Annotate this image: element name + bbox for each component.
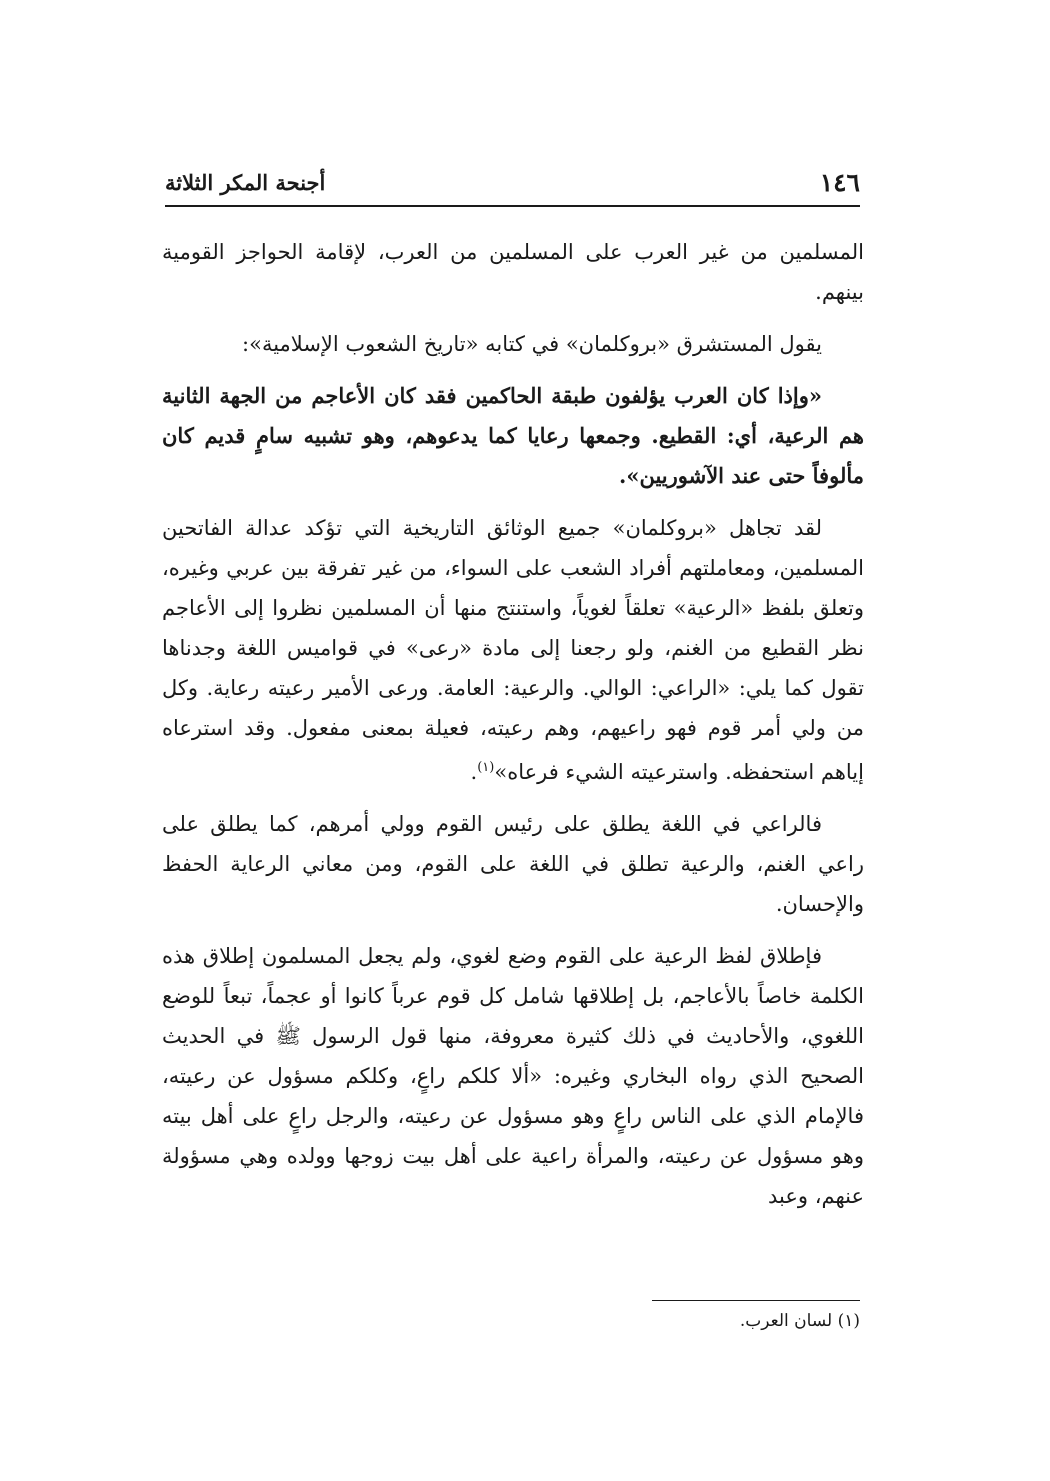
footnote: (١) لسان العرب. — [739, 1311, 860, 1331]
footnote-rule — [652, 1300, 860, 1301]
page-number: ١٤٦ — [819, 168, 860, 197]
paragraph-refutation-end: . — [470, 760, 478, 784]
paragraph-raai-meaning: فالراعي في اللغة يطلق على رئيس القوم وولي أمرهم، كما يطلق على راعي الغنم، والرعية تطلق في اللغة على القوم، ومن معاني الرعاية الحفظ والإحسان. — [162, 812, 864, 916]
paragraph-brockelmann-quote-intro: يقول المستشرق «بروكلمان» في كتابه «تاريخ الشعوب الإسلامية»: — [242, 332, 822, 356]
paragraph-brockelmann-quote: «وإذا كان العرب يؤلفون طبقة الحاكمين فقد كان الأعاجم من الجهة الثانية هم الرعية، أي: القطيع. وجمعها رعايا كما يدعوهم، وهو تشبيه سامٍ قديم كان مألوفاً حتى عند الآشوريين». — [162, 383, 864, 488]
running-title: أجنحة المكر الثلاثة — [165, 170, 326, 195]
footnote-marker: (١) — [477, 760, 495, 775]
header-rule — [165, 205, 860, 207]
paragraph-refutation-text: لقد تجاهل «بروكلمان» جميع الوثائق التاريخية التي تؤكد عدالة الفاتحين المسلمين، ومعاملتهم أفراد الشعب على السواء، من غير تفرقة بين عربي وغيره، وتعلق بلفظ «الرعية» تعلقاً لغوياً، واستنتج منها أن المسلمين نظروا إلى الأعاجم نظر القطيع من الغنم، ولو رجعنا إلى مادة «رعى» في قواميس اللغة وجدناها تقول كما يلي: «الراعي: الوالي. والرعية: العامة. ورعى الأمير رعيته رعاية. وكل من ولي أمر قوم فهو راعيهم، وهم رعيته، فعيلة بمعنى مفعول. وقد استرعاه إياهم استحفظه. واسترعيته الشيء فرعاه» — [162, 516, 864, 784]
page-header — [165, 168, 860, 204]
body-text — [162, 232, 864, 1228]
paragraph-intro: المسلمين من غير العرب على المسلمين من العرب، لإقامة الحواجز القومية بينهم. — [162, 240, 864, 304]
paragraph-refutation — [162, 508, 864, 792]
paragraph-raiyya-usage: فإطلاق لفظ الرعية على القوم وضع لغوي، ولم يجعل المسلمون إطلاق هذه الكلمة خاصاً بالأعاجم، بل إطلاقها شامل كل قوم عرباً كانوا أو عجماً، تبعاً للوضع اللغوي، والأحاديث في ذلك كثيرة معروفة، منها قول الرسول ﷺ في الحديث الصحيح الذي رواه البخاري وغيره: «ألا كلكم راعٍ، وكلكم مسؤول عن رعيته، فالإمام الذي على الناس راعٍ وهو مسؤول عن رعيته، والرجل راعٍ على أهل بيته وهو مسؤول عن رعيته، والمرأة راعية على أهل بيت زوجها وولده وهي مسؤولة عنهم، وعبد — [162, 944, 864, 1208]
